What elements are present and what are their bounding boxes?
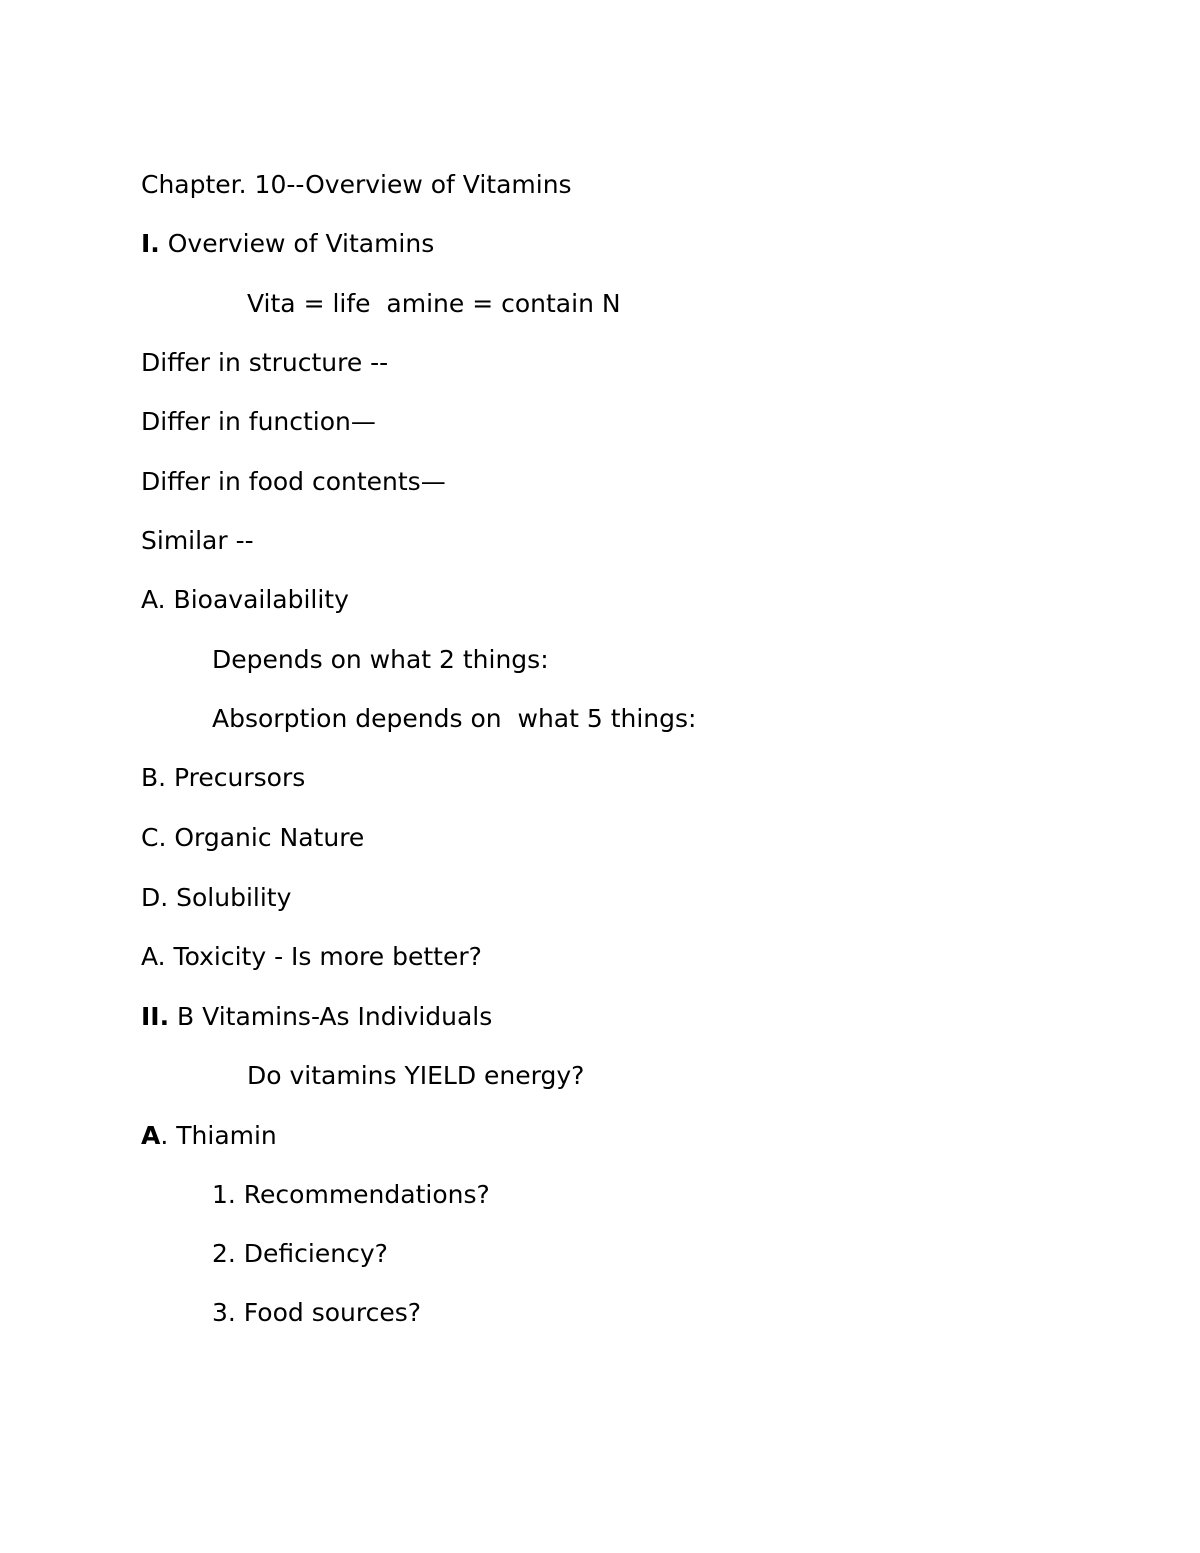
solubility-heading: D. Solubility (141, 883, 292, 912)
toxicity-heading: A. Toxicity - Is more better? (141, 942, 482, 971)
bioavailability-depends: Depends on what 2 things: (212, 645, 549, 674)
section-1-heading (141, 228, 434, 260)
differ-function: Differ in function— (141, 407, 376, 436)
thiamin-marker: A (141, 1121, 161, 1150)
vitamin-definition: Vita = life amine = contain N (247, 289, 621, 318)
yield-energy-question: Do vitamins YIELD energy? (247, 1061, 585, 1090)
section-2-heading (141, 1001, 492, 1033)
section-1-text: Overview of Vitamins (159, 229, 435, 258)
section-2-marker: II. (141, 1002, 170, 1031)
section-1-marker: I. (141, 229, 160, 258)
thiamin-text: . Thiamin (160, 1121, 277, 1150)
thiamin-item-deficiency: 2. Deficiency? (212, 1239, 388, 1268)
bioavailability-absorption: Absorption depends on what 5 things: (212, 704, 697, 733)
thiamin-item-recommendations: 1. Recommendations? (212, 1180, 490, 1209)
organic-nature-heading: C. Organic Nature (141, 823, 365, 852)
precursors-heading: B. Precursors (141, 763, 306, 792)
differ-food-contents: Differ in food contents— (141, 467, 446, 496)
differ-structure: Differ in structure -- (141, 348, 389, 377)
thiamin-heading (141, 1120, 277, 1152)
similar-line: Similar -- (141, 526, 254, 555)
section-2-text: B Vitamins-As Individuals (169, 1002, 493, 1031)
thiamin-item-food-sources: 3. Food sources? (212, 1298, 422, 1327)
chapter-title: Chapter. 10--Overview of Vitamins (141, 170, 572, 199)
bioavailability-heading: A. Bioavailability (141, 585, 349, 614)
